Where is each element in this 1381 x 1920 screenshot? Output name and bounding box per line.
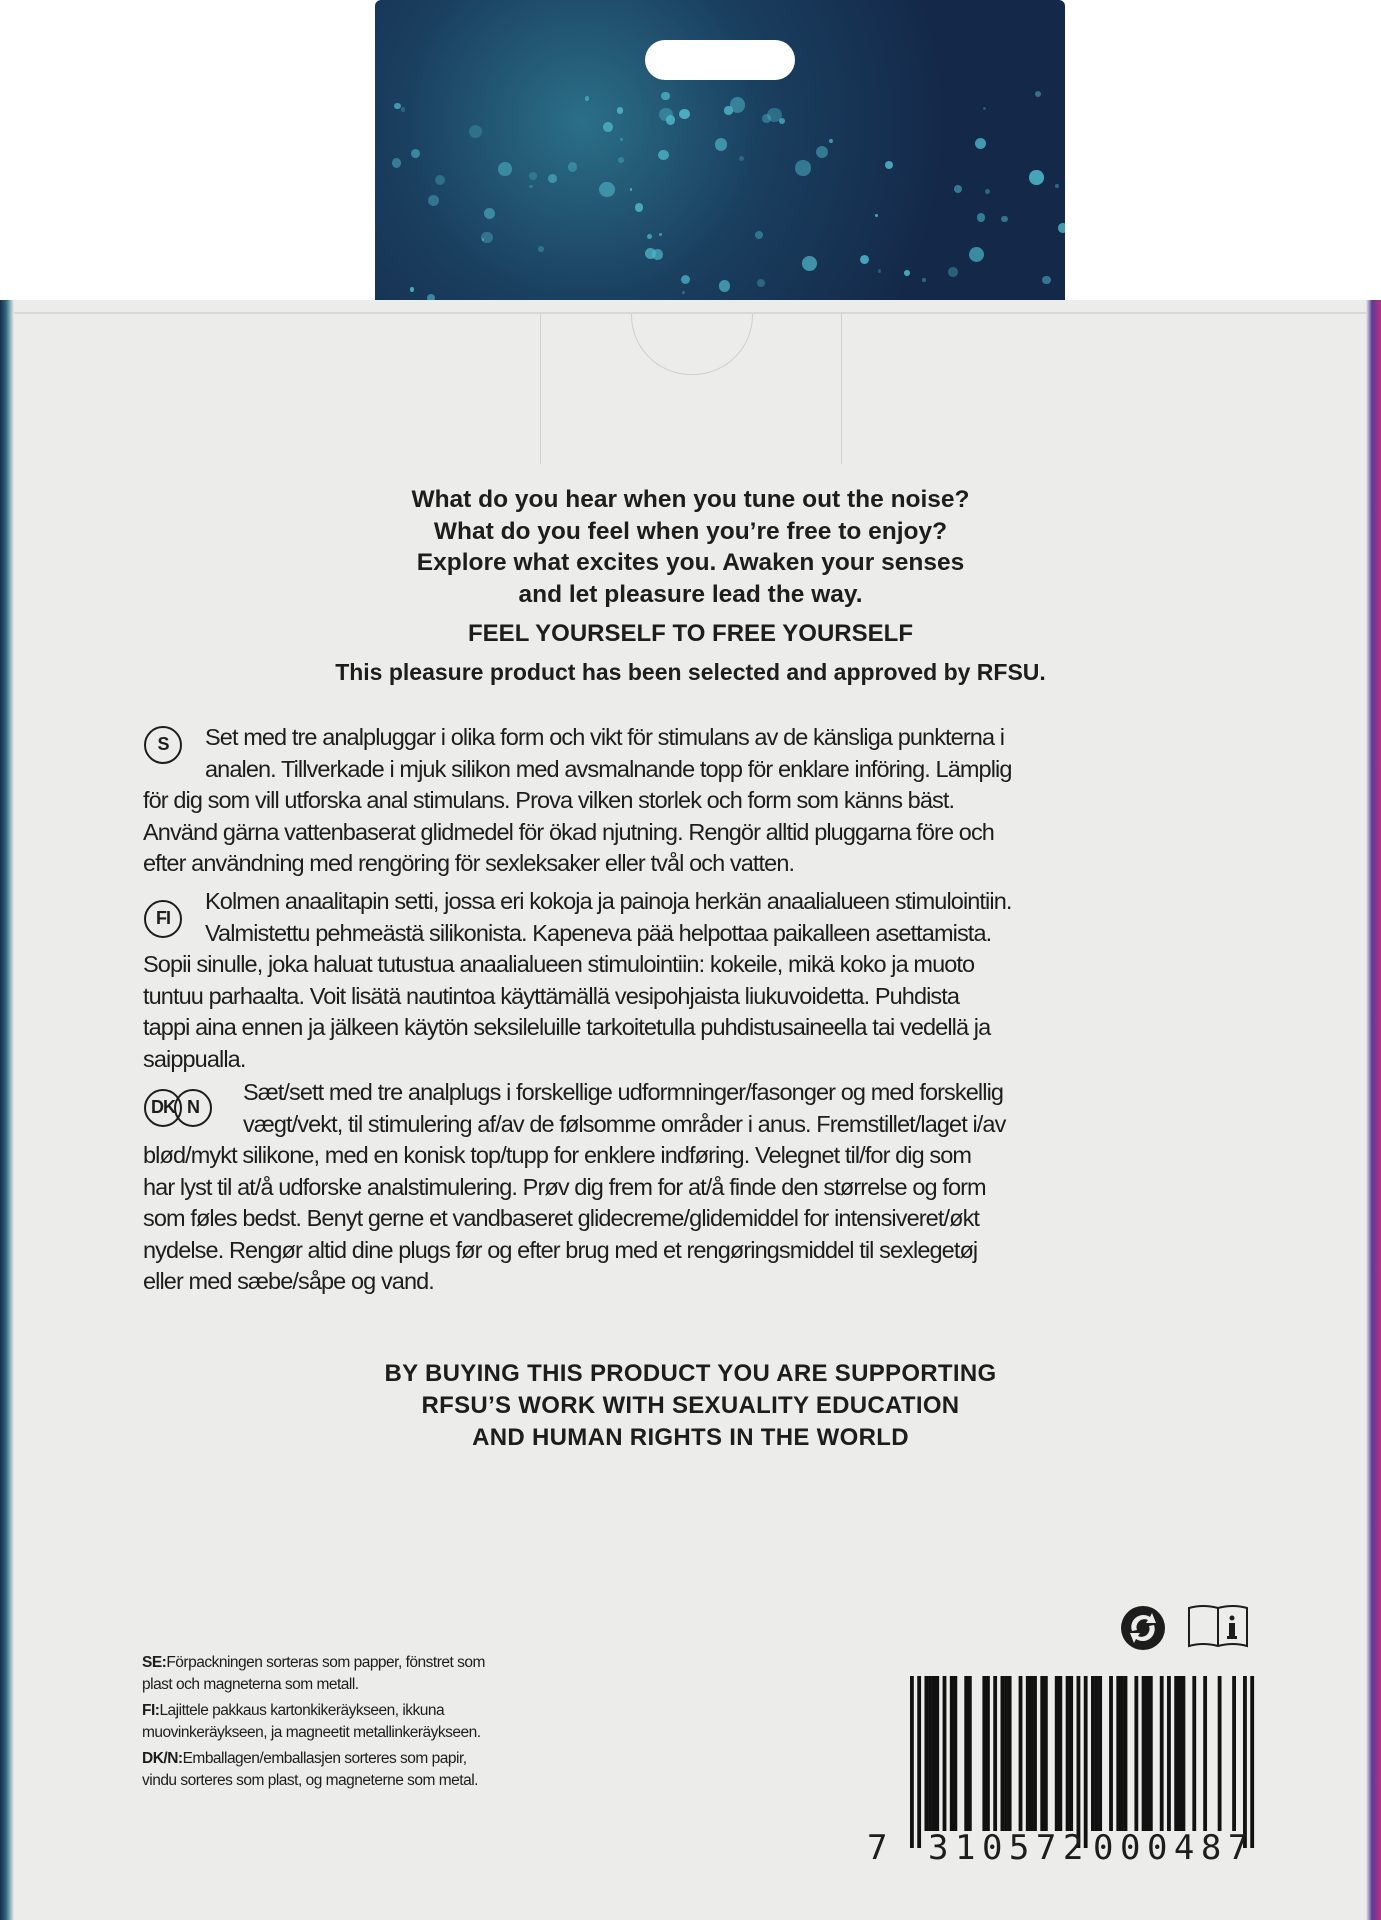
barcode-bar	[1203, 1676, 1207, 1831]
barcode-bar	[1026, 1676, 1030, 1831]
splatter-dot	[757, 279, 765, 287]
text-line: blød/mykt silikone, med en konisk top/tupp for enklere indføring. Velegnet til/for dig som	[143, 1142, 972, 1168]
text-line: analen. Tillverkade i mjuk silikon med avsmalnande topp för enklare införing. Lämplig	[205, 755, 1012, 782]
splatter-dot	[599, 182, 614, 197]
barcode-bar	[1120, 1676, 1124, 1831]
splatter-dot	[1055, 184, 1059, 188]
recycling-line	[142, 1722, 485, 1744]
splatter-dot	[739, 156, 744, 161]
splatter-dot	[538, 246, 544, 252]
splatter-dot	[975, 138, 986, 149]
splatter-dot	[529, 172, 537, 180]
splatter-dot	[568, 162, 578, 172]
splatter-dot	[878, 269, 882, 273]
barcode-bar	[1091, 1676, 1095, 1831]
barcode-bar	[1084, 1676, 1088, 1848]
recycling-label: SE:	[142, 1654, 167, 1671]
splatter-dot	[661, 92, 670, 101]
barcode-bar	[1182, 1676, 1186, 1831]
text-line: Set med tre analpluggar i olika form och vikt för stimulans av de känsliga punkterna i	[205, 724, 1005, 750]
splatter-dot	[681, 275, 690, 284]
splatter-dot	[410, 287, 414, 291]
green-dot-recycle-icon	[1120, 1605, 1166, 1651]
splatter-dot	[603, 122, 613, 132]
splatter-dot	[620, 138, 623, 141]
splatter-dot	[498, 162, 512, 176]
hang-hole	[645, 40, 795, 80]
text-line: har lyst til at/å udforske analstimulering. Prøv dig frem for at/å finde den størrelse og form	[143, 1173, 986, 1200]
splatter-dot	[816, 146, 828, 158]
splatter-dot	[548, 174, 557, 183]
splatter-dot	[829, 139, 834, 144]
splatter-dot	[1029, 170, 1043, 184]
tagline-line: What do you feel when you’re free to enjoy?	[433, 517, 948, 545]
support-statement	[0, 1358, 1381, 1454]
splatter-dot	[885, 161, 893, 169]
barcode-digit-group: 000487	[1093, 1828, 1255, 1868]
text-line: för dig som vill utforska anal stimulans. Prova vilken storlek och form som känns bäst.	[143, 787, 955, 813]
barcode-bar	[910, 1676, 914, 1848]
splatter-dot	[875, 214, 879, 218]
barcode-bar	[968, 1676, 972, 1831]
splatter-dot	[645, 248, 656, 259]
language-badge-fi: FI	[144, 900, 182, 938]
recycling-block	[142, 1700, 485, 1743]
barcode-bar	[1029, 1676, 1033, 1831]
support-line: BY BUYING THIS PRODUCT YOU ARE SUPPORTING	[384, 1360, 997, 1387]
recycling-info	[142, 1652, 485, 1796]
text-line: Valmistettu pehmeästä silikonista. Kapeneva pää helpottaa paikalleen asettamista.	[205, 919, 992, 946]
splatter-dot	[481, 232, 492, 243]
description-swedish	[143, 722, 1012, 880]
text-line: vægt/vekt, til stimulering af/av de følsomme områder i anus. Fremstillet/laget i/av	[243, 1110, 1006, 1137]
slogan: FEEL YOURSELF TO FREE YOURSELF	[468, 620, 913, 647]
description-danish-norwegian	[143, 1077, 1005, 1298]
tuck-slot	[540, 314, 842, 464]
recycling-text: Förpackningen sorteras som papper, fönstret som	[166, 1654, 485, 1671]
barcode-bar	[1178, 1676, 1182, 1831]
barcode-bar	[953, 1676, 957, 1831]
barcode-bar	[1095, 1676, 1099, 1831]
text-line: tappi aina ennen ja jälkeen käytön seksileluille tarkoitetulla puhdistusaineella tai vedellä ja	[143, 1014, 991, 1040]
splatter-dot	[659, 233, 662, 236]
recycling-block	[142, 1652, 485, 1695]
splatter-dot	[1058, 223, 1065, 233]
barcode-bar	[935, 1676, 939, 1831]
read-instructions-icon	[1187, 1604, 1249, 1650]
barcode-bar	[924, 1676, 928, 1831]
splatter-dot	[983, 107, 986, 110]
splatter-dot	[428, 195, 439, 206]
text-line: Kolmen anaalitapin setti, jossa eri kokoja ja painoja herkän anaalialueen stimulointiin.	[205, 888, 1012, 914]
barcode-bar	[986, 1676, 990, 1831]
splatter-dot	[682, 291, 686, 295]
text-line: Använd gärna vattenbaserat glidmedel för ökad njutning. Rengör alltid pluggarna före och	[143, 818, 994, 845]
splatter-dot	[411, 149, 420, 158]
barcode-bar	[1058, 1676, 1062, 1831]
barcode-bar	[1055, 1676, 1059, 1831]
recycling-line	[142, 1652, 485, 1674]
recycling-label: DK/N:	[142, 1750, 183, 1767]
recycling-line	[142, 1674, 485, 1696]
barcode-bar	[1008, 1676, 1012, 1831]
splatter-dot	[635, 203, 643, 211]
splatter-dot	[1001, 216, 1007, 222]
recycling-text: Lajittele pakkaus kartonkikeräykseen, ikkuna	[159, 1702, 445, 1719]
barcode-bar	[1098, 1676, 1102, 1831]
splatter-dot	[658, 150, 668, 160]
support-line: AND HUMAN RIGHTS IN THE WORLD	[472, 1424, 909, 1451]
splatter-dot	[730, 97, 745, 112]
splatter-dot	[715, 138, 727, 150]
recycling-text: vindu sorteres som plast, og magneterne som metal.	[142, 1771, 478, 1789]
tagline-line: What do you hear when you tune out the noise?	[411, 486, 970, 513]
barcode-bar	[964, 1676, 968, 1831]
recycling-text: muovinkeräykseen, ja magneetit metallinkeräykseen.	[142, 1723, 481, 1741]
approval-text: This pleasure product has been selected and approved by RFSU.	[335, 659, 1046, 685]
barcode-bar	[928, 1676, 932, 1831]
barcode-bar	[1001, 1676, 1005, 1831]
text-line: Sopii sinulle, joka haluat tutustua anaalialueen stimulointiin: kokeile, mikä koko ja muoto	[143, 951, 975, 977]
text-line: som føles bedst. Benyt gerne et vandbaseret glidecreme/glidemiddel for intensiveret/økt	[143, 1205, 980, 1231]
splatter-dot	[617, 107, 624, 114]
text-line: nydelse. Rengør altid dine plugs før og efter brug med et rengøringsmiddel til sexlegetøj	[143, 1236, 978, 1263]
splatter-dot	[1035, 91, 1041, 97]
barcode-bar	[1160, 1676, 1164, 1831]
hang-tab	[375, 0, 1065, 305]
splatter-dot	[977, 213, 985, 221]
splatter-dot	[529, 185, 533, 189]
barcode-bar	[1174, 1676, 1178, 1831]
splatter-dot	[1042, 276, 1050, 284]
tagline	[0, 484, 1381, 610]
splatter-dot	[618, 157, 624, 163]
barcode-bar	[917, 1676, 921, 1848]
barcode-bar	[1142, 1676, 1146, 1831]
splatter-dot	[954, 185, 962, 193]
barcode-bar	[1134, 1676, 1138, 1831]
description-finnish	[143, 886, 1012, 1075]
barcode-bar	[1066, 1676, 1070, 1831]
recycling-line	[142, 1748, 485, 1770]
barcode-bar	[1004, 1676, 1008, 1831]
splatter-dot	[922, 278, 926, 282]
barcode-bar	[1077, 1676, 1081, 1848]
barcode-bar	[982, 1676, 986, 1831]
barcode-digit-group: 7	[867, 1828, 888, 1868]
text-line: eller med sæbe/såpe og vand.	[143, 1268, 434, 1294]
splatter-dot	[630, 188, 633, 191]
splatter-dot	[435, 175, 446, 186]
splatter-dot	[585, 96, 590, 101]
recycling-text: Emballagen/emballasjen sorteres som papir,	[182, 1750, 467, 1767]
barcode-bar	[1218, 1676, 1222, 1831]
splatter-dot	[904, 270, 910, 276]
barcode-bar	[1033, 1676, 1037, 1831]
language-badge-dk: DK	[144, 1089, 182, 1127]
barcode-bar	[950, 1676, 954, 1831]
text-line: saippualla.	[143, 1045, 246, 1072]
barcode-bar	[1109, 1676, 1113, 1831]
barcode-bar	[1243, 1676, 1247, 1848]
splatter-dot	[647, 234, 652, 239]
recycling-line	[142, 1700, 485, 1722]
language-badge-se: S	[144, 726, 182, 764]
tagline-line: Explore what excites you. Awaken your senses	[416, 549, 965, 576]
splatter-dot	[401, 107, 405, 111]
splatter-dot	[948, 267, 958, 277]
splatter-dot	[394, 103, 401, 110]
barcode-bar	[1250, 1676, 1254, 1848]
splatter-dot	[860, 255, 869, 264]
splatter-dot	[755, 231, 763, 239]
barcode-bar	[932, 1676, 936, 1831]
support-line: RFSU’S WORK WITH SEXUALITY EDUCATION	[421, 1392, 960, 1419]
barcode-bar	[1192, 1676, 1196, 1831]
barcode-bar	[1116, 1676, 1120, 1831]
splatter-dot	[795, 160, 810, 175]
language-badge-n: N	[174, 1089, 212, 1127]
splatter-dot	[484, 208, 495, 219]
text-line: efter användning med rengöring för sexleksaker eller tvål och vatten.	[143, 850, 795, 876]
splatter-dot	[719, 280, 730, 291]
barcode-bar	[1232, 1676, 1236, 1831]
barcode-bar	[1040, 1676, 1044, 1831]
recycling-line	[142, 1770, 485, 1792]
splatter-dot	[679, 109, 689, 119]
splatter-dot	[659, 108, 672, 121]
splatter-dot	[469, 125, 482, 138]
barcode-bar	[1149, 1676, 1153, 1831]
recycling-block	[142, 1748, 485, 1791]
splatter-dot	[779, 118, 785, 124]
barcode-bar	[1124, 1676, 1128, 1831]
barcode-bar	[993, 1676, 997, 1831]
tagline-line: and let pleasure lead the way.	[518, 580, 863, 608]
recycling-text: plast och magneterna som metall.	[142, 1675, 359, 1693]
barcode-digit-group: 310572	[928, 1828, 1090, 1868]
barcode-bar	[1069, 1676, 1073, 1831]
barcode-bar	[943, 1676, 947, 1831]
barcode-bar	[1145, 1676, 1149, 1831]
splatter-dot	[802, 256, 817, 271]
splatter-dot	[392, 158, 402, 168]
barcode-bar	[1044, 1676, 1048, 1831]
barcode-bar	[1167, 1676, 1171, 1831]
recycling-label: FI:	[142, 1702, 160, 1719]
barcode-bar	[1019, 1676, 1023, 1831]
splatter-dot	[985, 189, 990, 194]
thumb-notch	[631, 314, 753, 375]
text-line: Sæt/sett med tre analplugs i forskellige udformninger/fasonger og med forskellig	[243, 1079, 1004, 1105]
text-line: tuntuu parhaalta. Voit lisätä nautintoa käyttämällä vesipohjaista liukuvoidetta. Puhdista	[143, 982, 960, 1009]
splatter-dot	[969, 247, 984, 262]
